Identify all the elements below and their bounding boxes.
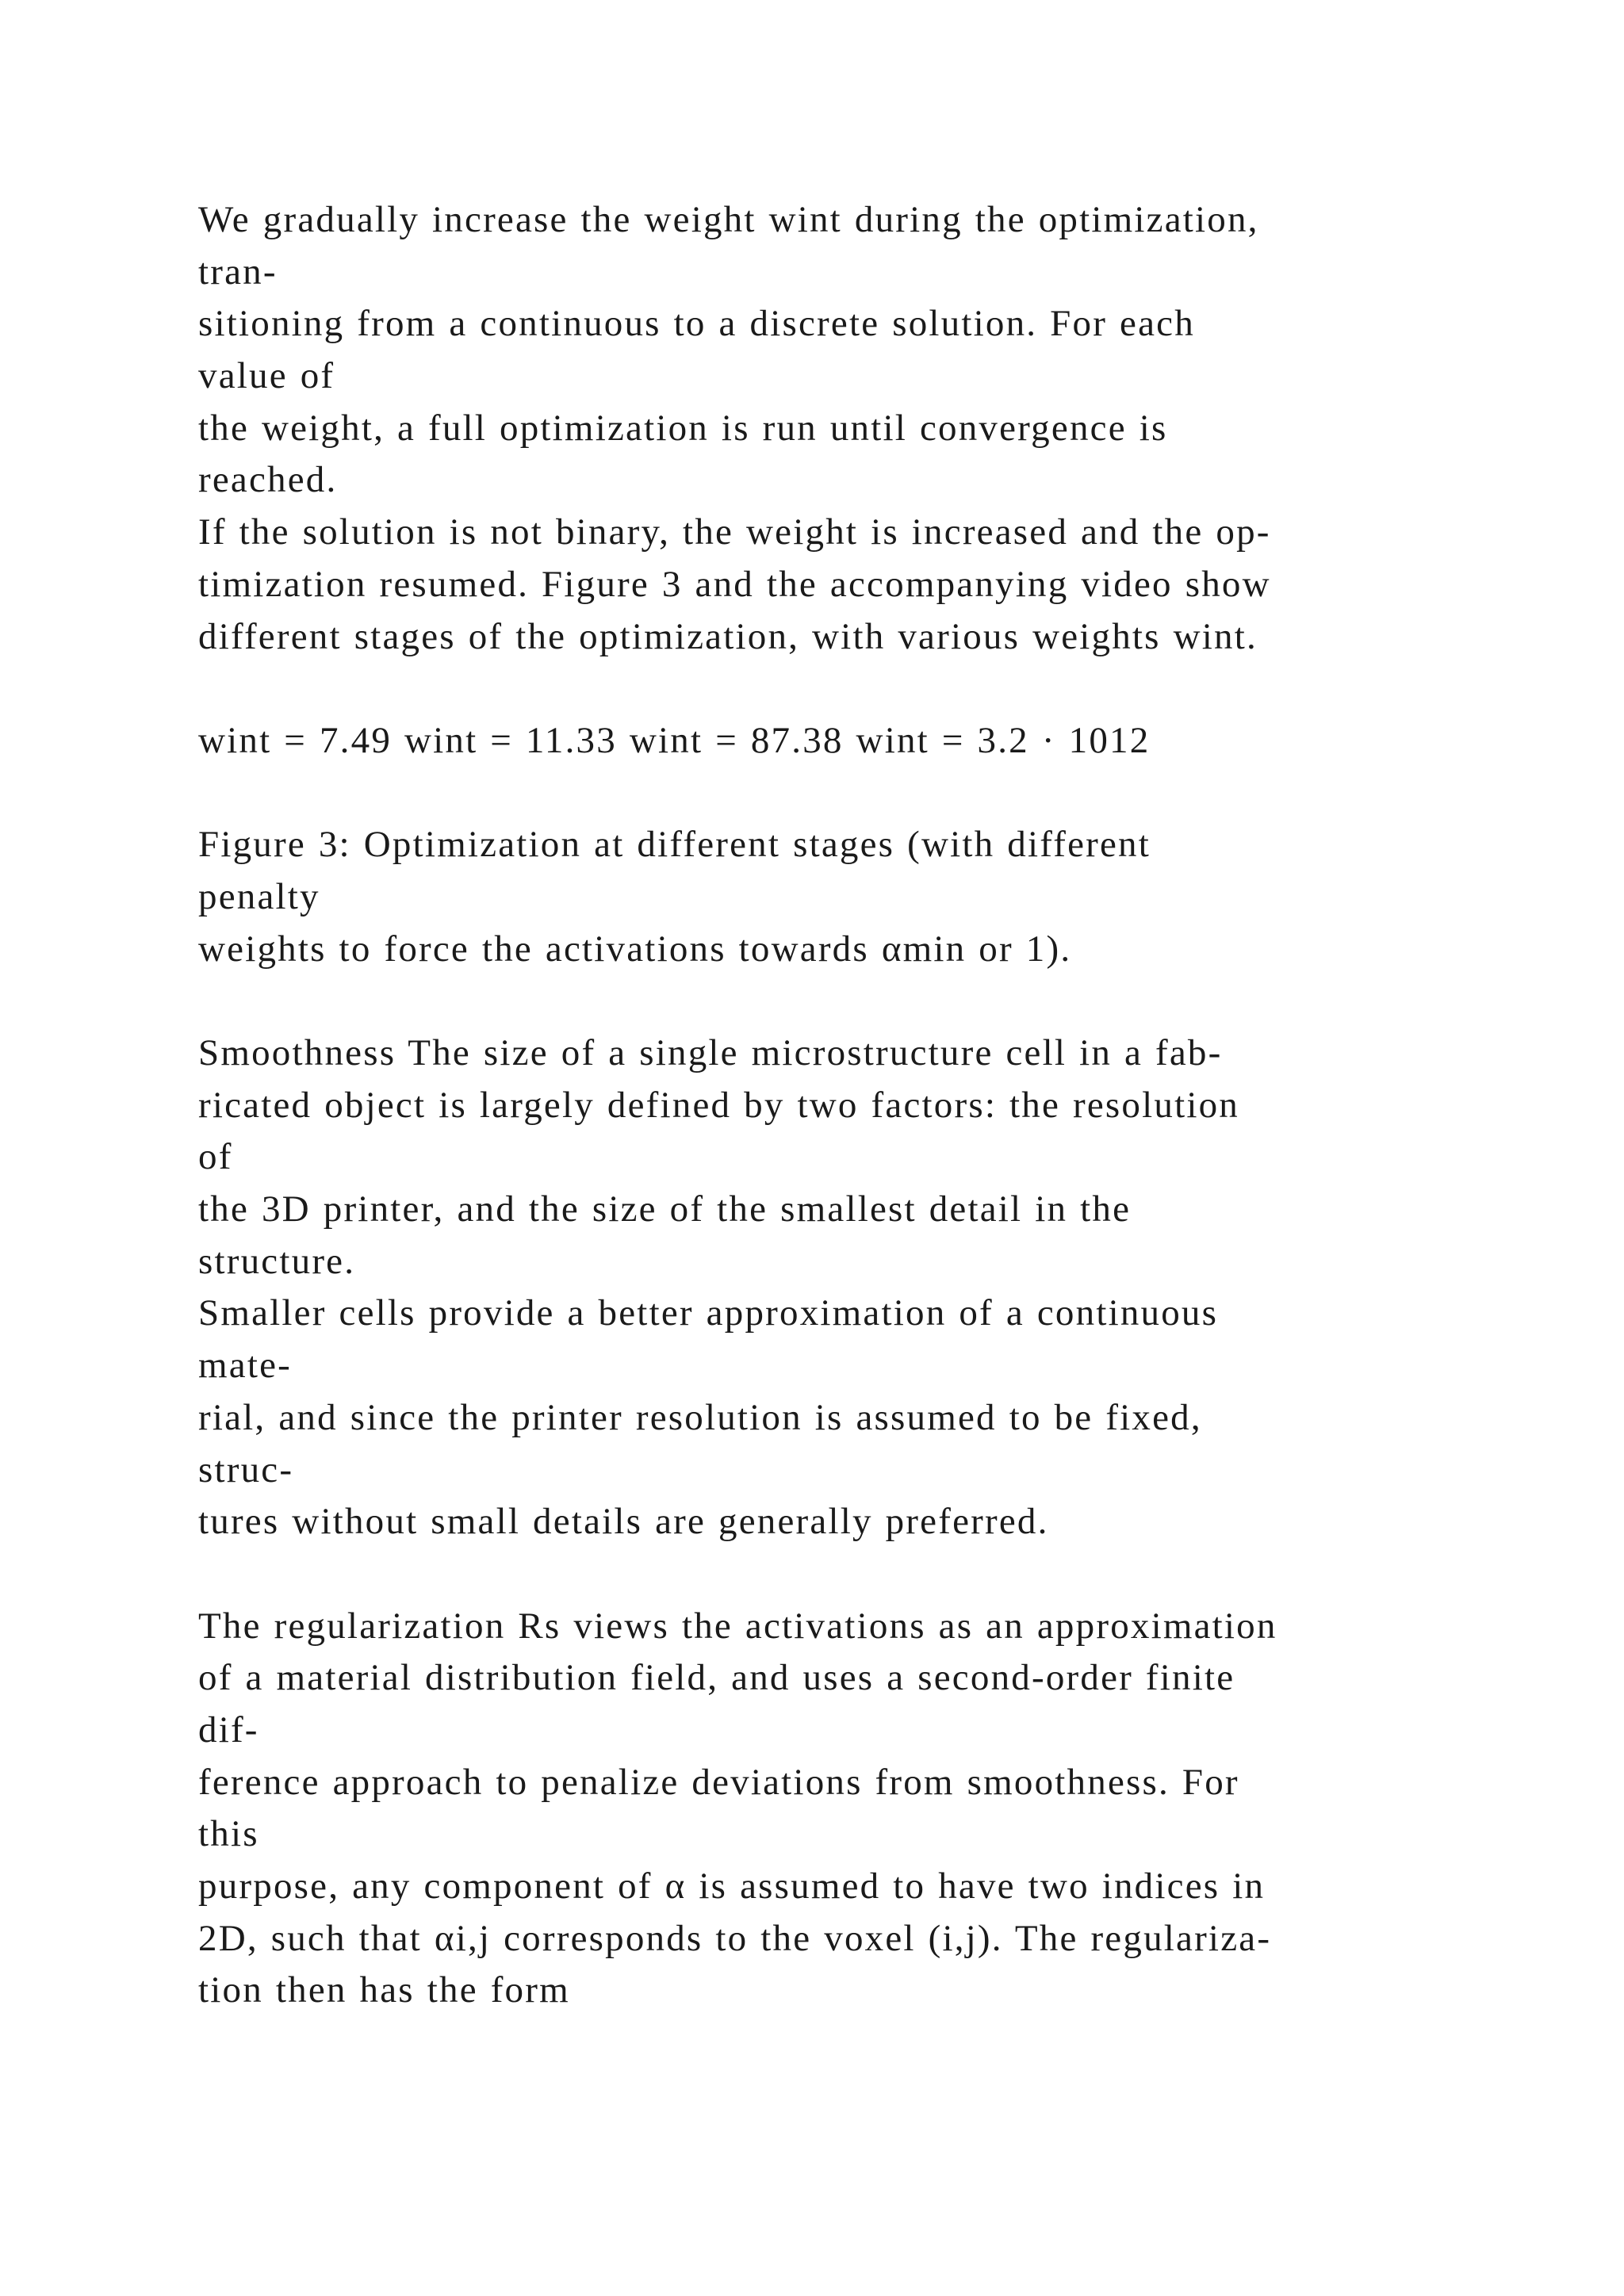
text-line: tures without small details are generally preferred. — [198, 1501, 1049, 1543]
text-line: ference approach to penalize deviations from smoothness. For — [198, 1761, 1239, 1803]
text-line: timization resumed. Figure 3 and the accompanying video show — [198, 563, 1271, 605]
text-line: reached. — [198, 459, 338, 501]
blank-line — [198, 1548, 1546, 1601]
text-line: The regularization Rs views the activations as an approximation — [198, 1605, 1277, 1647]
text-line: value of — [198, 355, 335, 397]
text-line: dif- — [198, 1709, 259, 1751]
text-line: If the solution is not binary, the weight is increased and the op- — [198, 511, 1271, 553]
figure-caption-line: weights to force the activations towards αmin or 1). — [198, 928, 1072, 970]
text-line: rial, and since the printer resolution is assumed to be fixed, — [198, 1396, 1202, 1438]
figure-caption-line: penalty — [198, 875, 320, 917]
body-text — [198, 194, 1546, 2017]
blank-line — [198, 975, 1546, 1027]
blank-line — [198, 767, 1546, 820]
text-line: this — [198, 1813, 259, 1855]
text-line: tran- — [198, 251, 278, 293]
text-line: of a material distribution field, and uses a second-order finite — [198, 1657, 1235, 1699]
text-line: We gradually increase the weight wint during the optimization, — [198, 199, 1259, 240]
text-line: of — [198, 1136, 233, 1178]
text-line: Smoothness The size of a single microstructure cell in a fab- — [198, 1032, 1223, 1073]
figure-labels-line: wint = 7.49 wint = 11.33 wint = 87.38 wint = 3.2 · 1012 — [198, 719, 1151, 761]
text-line: ricated object is largely defined by two factors: the resolution — [198, 1084, 1239, 1126]
text-line: mate- — [198, 1345, 292, 1387]
text-line: the weight, a full optimization is run until convergence is — [198, 407, 1168, 449]
text-line: structure. — [198, 1240, 356, 1282]
text-line: struc- — [198, 1448, 294, 1490]
text-line: purpose, any component of α is assumed to have two indices in — [198, 1866, 1266, 1907]
blank-line — [198, 663, 1546, 715]
text-line: the 3D printer, and the size of the smallest detail in the — [198, 1188, 1132, 1230]
text-line: Smaller cells provide a better approximation of a continuous — [198, 1292, 1219, 1334]
text-line: different stages of the optimization, with various weights wint. — [198, 615, 1258, 657]
text-line: 2D, such that αi,j corresponds to the voxel (i,j). The regulariza- — [198, 1917, 1272, 1959]
text-line: sitioning from a continuous to a discrete solution. For each — [198, 303, 1195, 345]
text-line: tion then has the form — [198, 1969, 570, 2011]
figure-caption-line: Figure 3: Optimization at different stages (with different — [198, 824, 1151, 866]
